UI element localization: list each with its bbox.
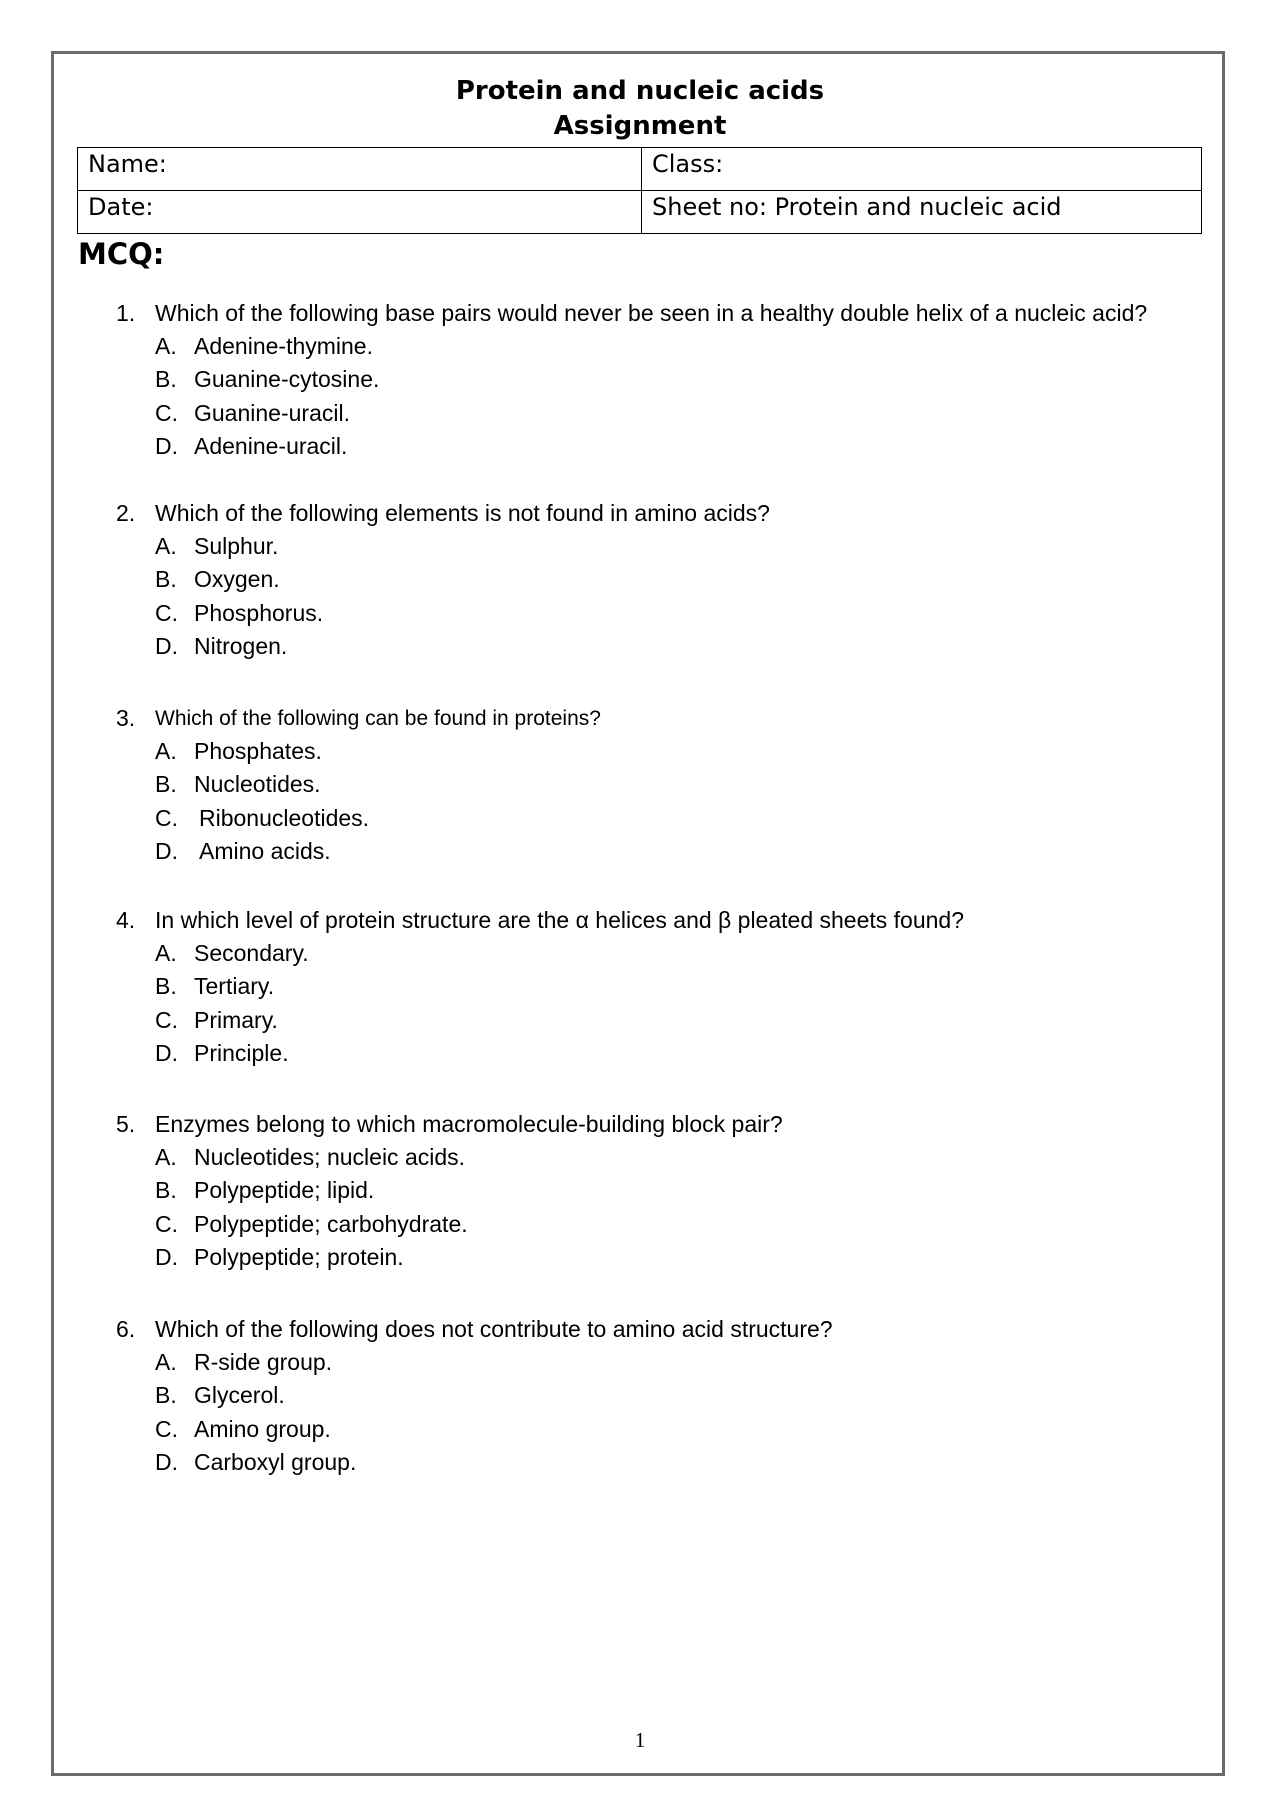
option-letter: A. bbox=[155, 1349, 177, 1375]
option-letter: C. bbox=[155, 805, 178, 831]
question-text: Which of the following can be found in proteins? bbox=[155, 707, 601, 730]
option-letter: B. bbox=[155, 366, 177, 392]
page-number: 1 bbox=[634, 1728, 646, 1752]
info-row bbox=[78, 148, 1202, 191]
option-text[interactable]: Nucleotides. bbox=[194, 771, 321, 797]
option-text[interactable]: Adenine-uracil. bbox=[194, 433, 348, 459]
question-number: 4. bbox=[116, 907, 136, 933]
sheet-number-field: Sheet no: Protein and nucleic acid bbox=[642, 191, 1202, 234]
question-number: 1. bbox=[116, 300, 136, 326]
option-text[interactable]: Tertiary. bbox=[194, 973, 275, 999]
info-row bbox=[78, 191, 1202, 234]
option-text[interactable]: Primary. bbox=[194, 1007, 278, 1033]
option-letter: C. bbox=[155, 1007, 178, 1033]
class-field[interactable]: Class: bbox=[642, 148, 1202, 191]
question-text: Enzymes belong to which macromolecule-building block pair? bbox=[155, 1111, 783, 1137]
option-text[interactable]: Phosphorus. bbox=[194, 600, 324, 626]
document-subtitle: Assignment bbox=[553, 111, 727, 141]
option-letter: B. bbox=[155, 1382, 177, 1408]
option-letter: D. bbox=[155, 838, 178, 864]
option-letter: C. bbox=[155, 600, 178, 626]
question-text: Which of the following does not contribute to amino acid structure? bbox=[155, 1316, 833, 1342]
option-text[interactable]: Polypeptide; protein. bbox=[194, 1244, 404, 1270]
option-letter: C. bbox=[155, 1416, 178, 1442]
option-letter: A. bbox=[155, 940, 177, 966]
option-letter: C. bbox=[155, 1211, 178, 1237]
question-number: 6. bbox=[116, 1316, 136, 1342]
question-number: 3. bbox=[116, 705, 136, 731]
option-letter: B. bbox=[155, 771, 177, 797]
question-text: In which level of protein structure are the α helices and β pleated sheets found? bbox=[155, 907, 965, 933]
option-text[interactable]: Polypeptide; lipid. bbox=[194, 1177, 375, 1203]
section-heading: MCQ: bbox=[78, 237, 165, 271]
option-text[interactable]: Nitrogen. bbox=[194, 633, 288, 659]
option-text[interactable]: R-side group. bbox=[194, 1349, 333, 1375]
document-title: Protein and nucleic acids bbox=[455, 76, 825, 106]
option-text[interactable]: Secondary. bbox=[194, 940, 309, 966]
question-number: 2. bbox=[116, 500, 136, 526]
option-letter: B. bbox=[155, 1177, 177, 1203]
option-letter: C. bbox=[155, 400, 178, 426]
question-number: 5. bbox=[116, 1111, 136, 1137]
option-letter: D. bbox=[155, 633, 178, 659]
option-text[interactable]: Principle. bbox=[194, 1040, 289, 1066]
option-letter: D. bbox=[155, 1244, 178, 1270]
option-text[interactable]: Polypeptide; carbohydrate. bbox=[194, 1211, 468, 1237]
option-text[interactable]: Carboxyl group. bbox=[194, 1449, 357, 1475]
option-text[interactable]: Glycerol. bbox=[194, 1382, 285, 1408]
student-info-table bbox=[77, 147, 1202, 234]
option-text[interactable]: Nucleotides; nucleic acids. bbox=[194, 1144, 466, 1170]
option-text[interactable]: Sulphur. bbox=[194, 533, 279, 559]
date-field[interactable]: Date: bbox=[78, 191, 642, 234]
option-letter: A. bbox=[155, 1144, 177, 1170]
option-letter: A. bbox=[155, 738, 177, 764]
option-text[interactable]: Amino group. bbox=[194, 1416, 331, 1442]
option-letter: D. bbox=[155, 1449, 178, 1475]
option-text[interactable]: Ribonucleotides. bbox=[199, 805, 370, 831]
option-text[interactable]: Adenine-thymine. bbox=[194, 333, 373, 359]
option-letter: D. bbox=[155, 433, 178, 459]
option-text[interactable]: Oxygen. bbox=[194, 566, 280, 592]
option-letter: B. bbox=[155, 566, 177, 592]
question-text: Which of the following elements is not found in amino acids? bbox=[155, 500, 770, 526]
option-text[interactable]: Guanine-cytosine. bbox=[194, 366, 380, 392]
option-letter: A. bbox=[155, 333, 177, 359]
option-text[interactable]: Guanine-uracil. bbox=[194, 400, 350, 426]
option-text[interactable]: Phosphates. bbox=[194, 738, 322, 764]
option-letter: A. bbox=[155, 533, 177, 559]
question-text: Which of the following base pairs would never be seen in a healthy double helix of a nucleic acid? bbox=[155, 300, 1148, 326]
option-letter: B. bbox=[155, 973, 177, 999]
option-letter: D. bbox=[155, 1040, 178, 1066]
option-text[interactable]: Amino acids. bbox=[199, 838, 331, 864]
name-field[interactable]: Name: bbox=[78, 148, 642, 191]
